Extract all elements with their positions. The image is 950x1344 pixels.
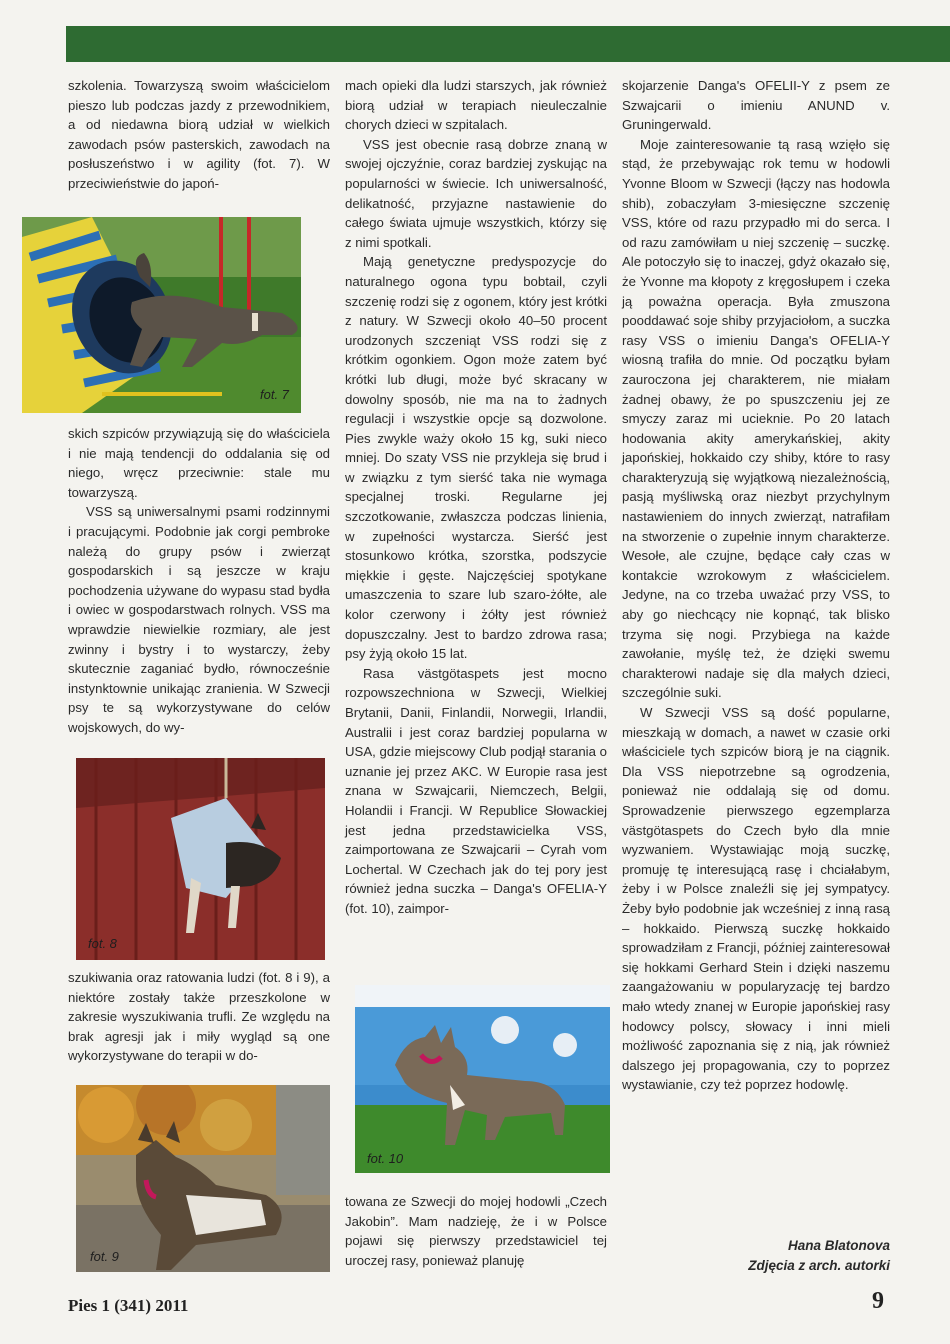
- dog-harness-suspended-image: [76, 758, 325, 960]
- dog-rescue-vest-image: [76, 1085, 330, 1272]
- photo-fot8: [76, 758, 325, 960]
- column-3: [622, 76, 890, 1095]
- col1-text-mid2: VSS są uniwersalnymi psami rodzinnymi i pracującymi. Podobnie jak corgi pembroke należą do grupy psów i zwierząt gospodarskich i są jeszcze w kraju pochodzenia używane do wypasu stad bydła i owiec w gospodarstwach rolnych. VSS ma wprawdzie niewielkie rozmiary, ale jest zwinny i bystry i to wystarczy, żeby skutecznie zaganiać bydło, równocześnie instynktownie unikając zranienia. W Szwecji psy te są wykorzystywane do celów wojskowych, do wy-: [68, 504, 330, 735]
- caption-fot9: fot. 9: [90, 1249, 119, 1264]
- issue-footer: Pies 1 (341) 2011: [68, 1296, 189, 1315]
- caption-fot8: fot. 8: [88, 936, 117, 951]
- col1-text-bottom: szukiwania oraz ratowania ludzi (fot. 8 i 9), a niektóre zostały także przeszkolone w zakresie wyszukiwania trufli. Ze względu na brak agresji jak i miły wygląd są one wykorzystywane do terapii w do-: [68, 970, 330, 1064]
- photo-fot10: [355, 985, 610, 1173]
- dog-show-ring-image: [355, 985, 610, 1173]
- column-2-bottom: [345, 1192, 607, 1270]
- col1-text-top: szkolenia. Towarzyszą swoim właścicielom pieszo lub podczas jazdy z przewodnikiem, a od niedawna biorą udział w wielkich zawodach psów pasterskich, zawodach na posłuszeństwo i w agility (fot. 7). W przeciwieństwie do japoń-: [68, 78, 330, 191]
- col2-text-p5: towana ze Szwecji do mojej hodowli „Czech Jakobin”. Mam nadzieję, że i w Polsce pojawi się pierwszy przedstawiciel tej uroczej rasy, ponieważ planuję: [345, 1194, 607, 1268]
- col2-text-p4: Rasa västgötaspets jest mocno rozpowszechniona w Szwecji, Wielkiej Brytanii, Danii, Finlandii, Norwegii, Irlandii, Australii i jest coraz bardziej popularna w USA, gdzie miejscowy Club podjął starania o uznanie jej przez AKC. W Europie rasa jest znana w Szwajcarii, Niemczech, Belgii, Holandii i Francji. W Republice Słowackiej jest jedna przedstawicielka VSS, zaimportowana ze Szwajcarii – Cyrah vom Lochertal. W Czechach jak do tej pory jest również jedna suczka – Danga's OFELIA-Y (fot. 10), zaimpor-: [345, 665, 607, 916]
- col3-text-p3: W Szwecji VSS są dość popularne, mieszkają w domach, a nawet w czasie orki właściciele tych szpiców biorą je na ciągnik. Dla VSS niepotrzebne są ogrodzenia, ponieważ nie oddalają się od domu. Sprowadzenie pierwszego egzemplarza västgötaspets do Czech było dla mnie wyzwaniem. Wystawiając moją suczkę, promuję tę interesującą rasę i chciałabym, żeby i w Polsce znaleźli się jej sympatycy. Żeby było podobnie jak wcześniej z inną rasą – hokkaido. Pierwszą suczkę hokkaido sprowadziłam z Francji, później zainteresował się hokkami Gerhard Stein i dzięki naszemu zaangażowaniu w popularyzację tej bardzo mało wtedy znanej w Europie japońskiej rasy hodowcy polscy, słowacy i inni mieli możliwość zapoznania się z nią, jak również dalszego jej propagowania, czy to poprzez wystawianie, czy też poprzez hodowlę.: [622, 705, 890, 1093]
- column-1-bottom: [68, 968, 330, 1066]
- top-green-banner: [66, 26, 950, 62]
- col3-text-p1: skojarzenie Danga's OFELII-Y z psem ze Szwajcarii o imieniu ANUND v. Gruningerwald.: [622, 78, 890, 133]
- col1-text-mid1: skich szpiców przywiązują się do właściciela i nie mają tendencji do oddalania się od niego, wręcz przeciwnie: stale mu towarzyszą.: [68, 426, 330, 500]
- col2-text-p3: Mają genetyczne predyspozycje do naturalnego ogona typu bobtail, czyli szczenię rodzi się z ogonem, który jest krótki z natury. W Szwecji około 40–50 procent urodzonych szczeniąt VSS rodzi się z krótkim ogonkiem. Ogon może zatem być krótki lub długi, może być skracany w dowolny sposób, nie ma na to żadnych regulacji i wszystkie opcje są dozwolone. Pies zwykle waży około 15 kg, suki nieco mniej. Do szaty VSS nie przykleja się brud i w związku z tym sierść taka nie wymaga specjalnej troski. Regularne jej szczotkowanie, zwłaszcza podczas linienia, w zupełności wystarcza. Sierść jest stosunkowo krótka, szorstka, podszycie miękkie i gęste. Najczęściej spotykane umaszczenia to szare lub szaro-żółte, ale kolor czerwony i żółty jest również dopuszczalny. Jest to bardzo zdrowa rasa; psy żyją około 15 lat.: [345, 254, 607, 662]
- photo-credit: Zdjęcia z arch. autorki: [748, 1258, 890, 1273]
- page-number: 9: [872, 1288, 884, 1314]
- author-name: Hana Blatonova: [787, 1238, 890, 1253]
- column-1-middle: [68, 424, 330, 738]
- photo-fot9: [76, 1085, 330, 1272]
- col3-text-p2: Moje zainteresowanie tą rasą wzięło się stąd, że przebywając rok temu w hodowli Yvonne Bloom w Szwecji (łączy nas hodowla shib), zobaczyłam 3-miesięczne szczenię VSS, które od razu przypadło mi do serca. I od razu zamówiłam u niej szczenię – suczkę. Ale potoczyło się to inaczej, gdyż okazało się, że Yvonne ma kłopoty z kręgosłupem i czeka ją poważna operacja. Była zmuszona pooddawać soje shiby przyjaciołom, a suczka rasy VSS o imieniu Danga's OFELIA-Y wiosną trafiła do mnie. Od początku byłam zauroczona jej charakterem, nie miałam żadnej obawy, że po spuszczeniu jej ze smyczy zaraz mi ucieknie. Po 20 latach hodowania akity amerykańskiej, akity japońskiej, hokkaido czy shiby, które to rasy charakteryzują się wyjątkową niezależnością, pasją myśliwską oraz niezbyt przychylnym nastawieniem do innych zwierząt, natrafiłam na stworzenie o zupełnie innym charakterze. Wesołe, ale czujne, będące cały czas w kontakcie wzrokowym z właścicielem. Jedyne, na co trzeba uważać przy VSS, to aby go niechcący nie kopnąć, tak blisko trzyma się nogi. Przybiega na każde zawołanie, myślę też, że dzięki swemu charakterowi nadaje się dla małych dzieci, szczególnie suki.: [622, 136, 890, 701]
- col2-text-p1: mach opieki dla ludzi starszych, jak również biorą udział w terapiach nieuleczalnie chorych dzieci w szpitalach.: [345, 78, 607, 133]
- caption-fot10: fot. 10: [367, 1151, 404, 1166]
- author-signature: [622, 1236, 890, 1276]
- caption-fot7: fot. 7: [260, 387, 289, 402]
- col2-text-p2: VSS jest obecnie rasą dobrze znaną w swojej ojczyźnie, coraz bardziej zyskując na popularności w świecie. Ich uniwersalność, delikatność, przyjazne nastawienie do całego świata ujmuje wszystkich, którzy się z nimi spotkali.: [345, 136, 607, 250]
- dog-agility-tunnel-image: [22, 217, 301, 413]
- column-1-top: [68, 76, 330, 194]
- photo-fot7: [22, 217, 301, 413]
- column-2-top: [345, 76, 607, 919]
